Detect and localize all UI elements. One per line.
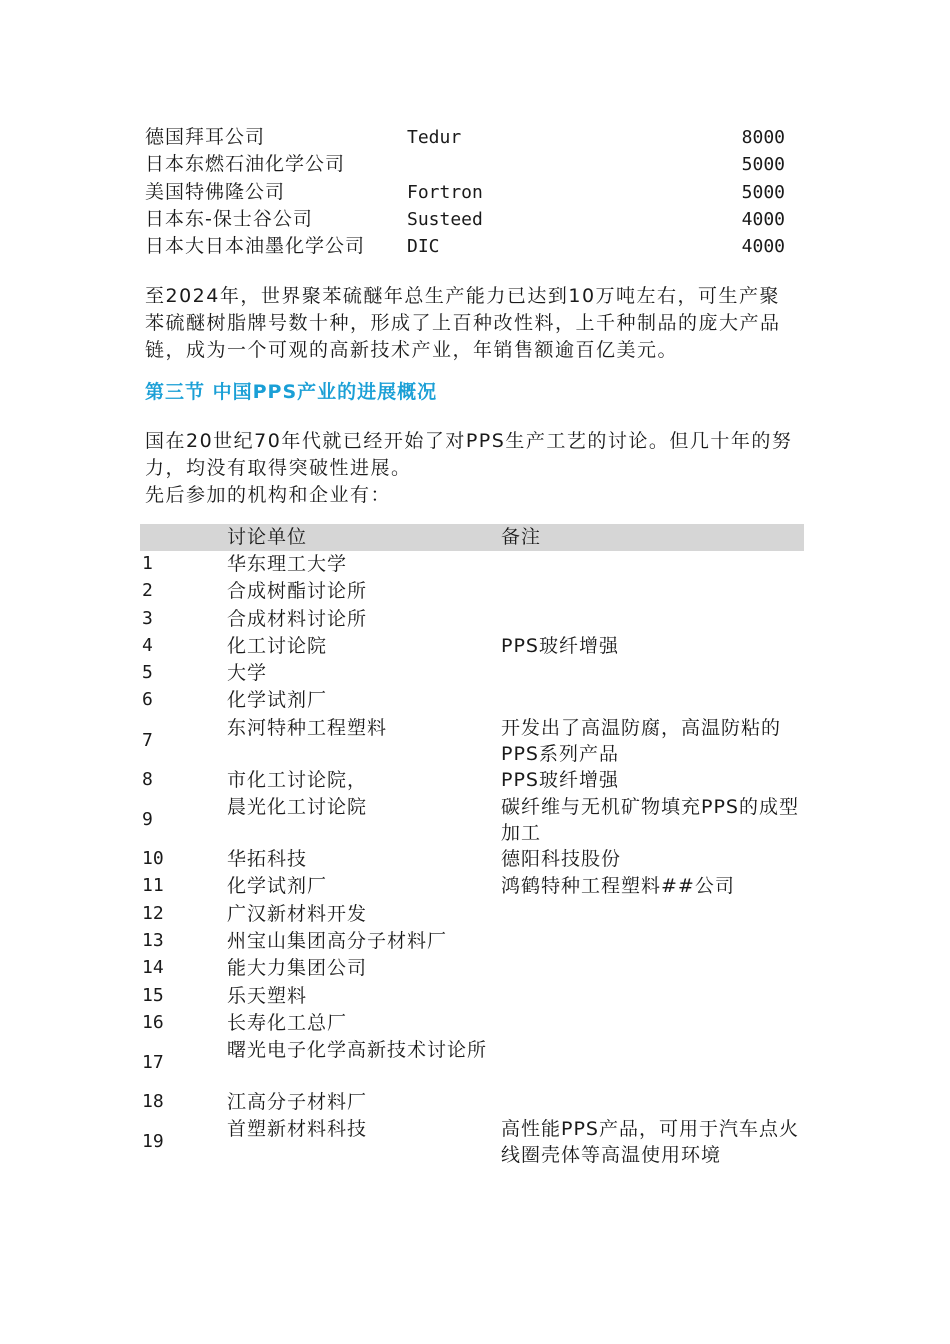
table-header (140, 524, 804, 551)
table-row (140, 1010, 804, 1037)
row-note: PPS玻纤增强 (501, 634, 619, 657)
history-text: 国在20世纪70年代就已经开始了对PPS生产工艺的讨论。但几十年的努力，均没有取得突破性进展。 (145, 430, 793, 479)
company-row (145, 151, 785, 178)
table-row (140, 1116, 804, 1168)
company-row (145, 206, 785, 233)
table-row (140, 1089, 804, 1116)
company-name: 日本东燃石油化学公司 (145, 153, 346, 176)
company-name: 日本大日本油墨化学公司 (145, 235, 366, 258)
row-note: 碳纤维与无机矿物填充PPS的成型加工 (501, 796, 799, 845)
company-row (145, 233, 785, 260)
row-unit: 能大力集团公司 (227, 957, 368, 980)
company-row (145, 124, 785, 151)
table-row (140, 715, 804, 767)
row-number: 2 (142, 580, 153, 602)
company-brand: Fortron (407, 181, 483, 203)
company-row (145, 179, 785, 206)
table-row (140, 767, 804, 794)
row-unit: 曙光电子化学高新技术讨论所 (227, 1039, 488, 1062)
company-brand: DIC (407, 236, 440, 258)
row-number: 10 (142, 848, 164, 870)
row-number: 12 (142, 902, 164, 924)
row-unit: 大学 (227, 662, 268, 685)
row-unit: 市化工讨论院， (227, 768, 368, 791)
row-number: 14 (142, 957, 164, 979)
row-number: 5 (142, 662, 153, 684)
company-capacity: 8000 (741, 127, 785, 148)
table-row (140, 928, 804, 955)
row-unit: 江高分子材料厂 (227, 1091, 368, 1114)
row-unit: 合成树酯讨论所 (227, 580, 368, 603)
header-note: 备注 (501, 526, 542, 548)
row-unit: 首塑新材料科技 (227, 1118, 368, 1141)
row-note: 开发出了高温防腐，高温防粘的PPS系列产品 (501, 716, 782, 765)
row-number: 1 (142, 553, 153, 574)
company-name: 美国特佛隆公司 (145, 180, 286, 203)
row-number: 17 (142, 1052, 164, 1074)
row-unit: 化工讨论院 (227, 634, 328, 657)
table-row (140, 846, 804, 873)
row-unit: 华东理工大学 (227, 553, 348, 575)
company-name: 德国拜耳公司 (145, 126, 266, 148)
china-history-paragraph (145, 428, 795, 509)
row-unit: 广汉新材料开发 (227, 902, 368, 925)
table-row (140, 606, 804, 633)
row-number: 7 (142, 729, 153, 751)
research-org-table (140, 524, 804, 1168)
row-number: 16 (142, 1011, 164, 1033)
company-capacity-table (145, 124, 785, 260)
row-number: 9 (142, 809, 153, 831)
table-row (140, 551, 804, 578)
world-capacity-paragraph: 至2024年，世界聚苯硫醚年总生产能力已达到10万吨左右，可生产聚苯硫醚树脂牌号数十种，形成了上百种改性料，上千种制品的庞大产品链，成为一个可观的高新技术产业，年销售额逾百亿美元。 (145, 285, 781, 361)
company-capacity: 5000 (741, 154, 785, 176)
section-title: 第三节 中国PPS产业的进展概况 (145, 381, 438, 403)
row-unit: 合成材料讨论所 (227, 607, 368, 630)
table-row (140, 955, 804, 982)
row-unit: 长寿化工总厂 (227, 1011, 348, 1034)
row-number: 6 (142, 689, 153, 711)
row-number: 15 (142, 984, 164, 1006)
row-number: 13 (142, 929, 164, 951)
company-capacity: 4000 (741, 208, 785, 230)
table-row (140, 983, 804, 1010)
row-unit: 化学试剂厂 (227, 689, 328, 712)
row-unit: 华拓科技 (227, 848, 308, 871)
table-row (140, 873, 804, 900)
row-note: PPS玻纤增强 (501, 768, 619, 791)
row-unit: 州宝山集团高分子材料厂 (227, 929, 448, 952)
row-unit: 晨光化工讨论院 (227, 796, 368, 819)
header-unit: 讨论单位 (227, 526, 308, 548)
row-number: 11 (142, 875, 164, 897)
company-brand: Susteed (407, 208, 483, 230)
row-unit: 乐天塑料 (227, 984, 308, 1007)
table-row (140, 660, 804, 687)
row-unit: 化学试剂厂 (227, 875, 328, 898)
company-name: 日本东-保士谷公司 (145, 207, 313, 230)
company-brand: Tedur (407, 127, 462, 148)
company-capacity: 4000 (741, 236, 785, 258)
row-number: 8 (142, 768, 153, 790)
company-capacity: 5000 (741, 181, 785, 203)
row-number: 19 (142, 1131, 164, 1153)
row-number: 18 (142, 1091, 164, 1113)
row-number: 3 (142, 607, 153, 629)
participants-intro: 先后参加的机构和企业有： (145, 484, 392, 506)
row-number: 4 (142, 634, 153, 656)
table-row (140, 1037, 804, 1089)
table-row (140, 794, 804, 846)
row-note: 高性能PPS产品，可用于汽车点火线圈壳体等高温使用环境 (501, 1118, 799, 1167)
table-row (140, 578, 804, 605)
table-row (140, 901, 804, 928)
row-note: 鸿鹤特种工程塑料##公司 (501, 875, 735, 898)
table-row (140, 687, 804, 714)
table-row (140, 633, 804, 660)
row-unit: 东河特种工程塑料 (227, 716, 388, 739)
row-note: 德阳科技股份 (501, 848, 622, 871)
